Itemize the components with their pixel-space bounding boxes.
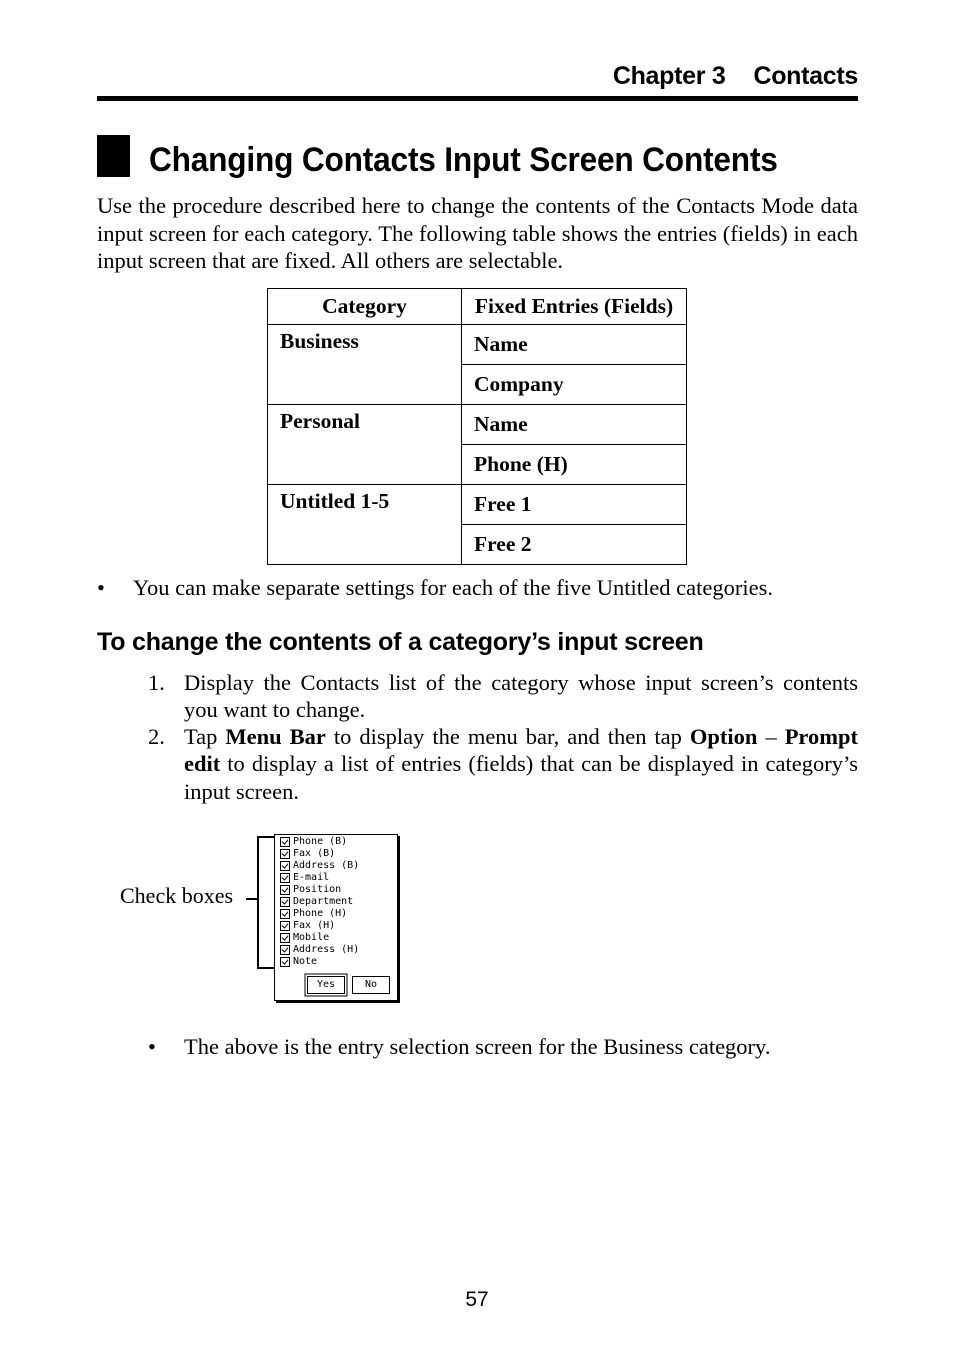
field-cell: Free 1 xyxy=(462,485,687,525)
step-text-part: Tap xyxy=(184,724,226,749)
no-button[interactable]: No xyxy=(352,976,390,994)
menu-bar-term: Menu Bar xyxy=(225,724,326,749)
check-boxes-callout-label: Check boxes xyxy=(120,883,234,908)
field-cell: Company xyxy=(462,365,687,405)
entry-row[interactable] xyxy=(280,920,335,931)
checkbox-checked-icon[interactable] xyxy=(280,909,290,919)
chapter-label: Chapter 3 xyxy=(612,62,726,90)
entry-row[interactable] xyxy=(280,896,353,907)
running-header xyxy=(97,60,858,94)
checkbox-checked-icon[interactable] xyxy=(280,873,290,883)
intro-paragraph: Use the procedure described here to change the contents of the Contacts Mode data input screen for each category. The following table shows the entries (fields) in each input screen that are fixed. All others are selectable. xyxy=(97,193,858,273)
field-cell: Name xyxy=(462,325,687,365)
page-title: Changing Contacts Input Screen Contents xyxy=(149,141,778,179)
entry-label: E-mail xyxy=(293,872,330,883)
category-cell: Personal xyxy=(268,405,462,485)
section-label: Contacts xyxy=(753,62,858,90)
field-cell: Phone (H) xyxy=(462,445,687,485)
step-number: 2. xyxy=(148,724,165,749)
entry-label: Phone (H) xyxy=(293,908,348,919)
entry-label: Note xyxy=(293,956,318,967)
entry-row[interactable] xyxy=(280,908,347,919)
checkbox-checked-icon[interactable] xyxy=(280,837,290,847)
entry-row[interactable] xyxy=(280,944,359,955)
entry-selection-screen xyxy=(274,834,398,1001)
table-row xyxy=(268,485,687,525)
yes-button[interactable]: Yes xyxy=(307,976,345,994)
entry-label: Department xyxy=(293,896,354,907)
bullet-icon: • xyxy=(148,1034,156,1059)
header-rule xyxy=(97,96,858,101)
checkbox-checked-icon[interactable] xyxy=(280,957,290,967)
step-text xyxy=(184,723,858,805)
checkbox-checked-icon[interactable] xyxy=(280,945,290,955)
entry-label: Fax (B) xyxy=(293,848,336,859)
entry-row[interactable] xyxy=(280,836,347,847)
entry-label: Position xyxy=(293,884,342,895)
step-number: 1. xyxy=(148,670,165,695)
entry-label: Phone (B) xyxy=(293,836,348,847)
fixed-entries-table xyxy=(267,288,687,565)
bullet-icon: • xyxy=(97,575,105,600)
step-text-part: to display a list of entries (fields) that can be displayed in category’s input screen. xyxy=(184,751,858,804)
entry-row[interactable] xyxy=(280,932,329,943)
entry-row[interactable] xyxy=(280,884,341,895)
table-row xyxy=(268,405,687,445)
checkbox-checked-icon[interactable] xyxy=(280,897,290,907)
page-number: 57 xyxy=(465,1288,489,1311)
callout-bracket xyxy=(257,836,259,968)
category-cell: Business xyxy=(268,325,462,405)
bullet-text: You can make separate settings for each of the five Untitled categories. xyxy=(133,575,773,600)
title-marker-block xyxy=(97,135,130,177)
field-cell: Free 2 xyxy=(462,525,687,565)
category-cell: Untitled 1-5 xyxy=(268,485,462,565)
entry-row[interactable] xyxy=(280,956,317,967)
checkbox-checked-icon[interactable] xyxy=(280,933,290,943)
entry-row[interactable] xyxy=(280,848,335,859)
entry-label: Mobile xyxy=(293,932,330,943)
step-text-part: – xyxy=(757,724,785,749)
procedure-heading: To change the contents of a category’s input screen xyxy=(97,628,704,656)
table-row xyxy=(268,325,687,365)
step-1 xyxy=(148,669,858,724)
column-header-category: Category xyxy=(268,289,462,325)
entry-label: Address (H) xyxy=(293,944,360,955)
checkbox-checked-icon[interactable] xyxy=(280,921,290,931)
prompt-edit-term: Prompt edit xyxy=(184,724,859,777)
bullet-text: The above is the entry selection screen for the Business category. xyxy=(184,1034,771,1059)
column-header-fixed-entries: Fixed Entries (Fields) xyxy=(462,289,687,325)
step-2 xyxy=(148,723,858,805)
checkbox-checked-icon[interactable] xyxy=(280,861,290,871)
table-header-row xyxy=(268,289,687,325)
entry-row[interactable] xyxy=(280,860,359,871)
entry-row[interactable] xyxy=(280,872,329,883)
entry-label: Address (B) xyxy=(293,860,360,871)
field-cell: Name xyxy=(462,405,687,445)
option-term: Option xyxy=(689,724,758,749)
step-text-part: to display the menu bar, and then tap xyxy=(325,724,690,749)
checkbox-checked-icon[interactable] xyxy=(280,885,290,895)
entry-label: Fax (H) xyxy=(293,920,336,931)
step-text: Display the Contacts list of the category whose input screen’s contents you want to change. xyxy=(184,670,858,723)
checkbox-checked-icon[interactable] xyxy=(280,849,290,859)
